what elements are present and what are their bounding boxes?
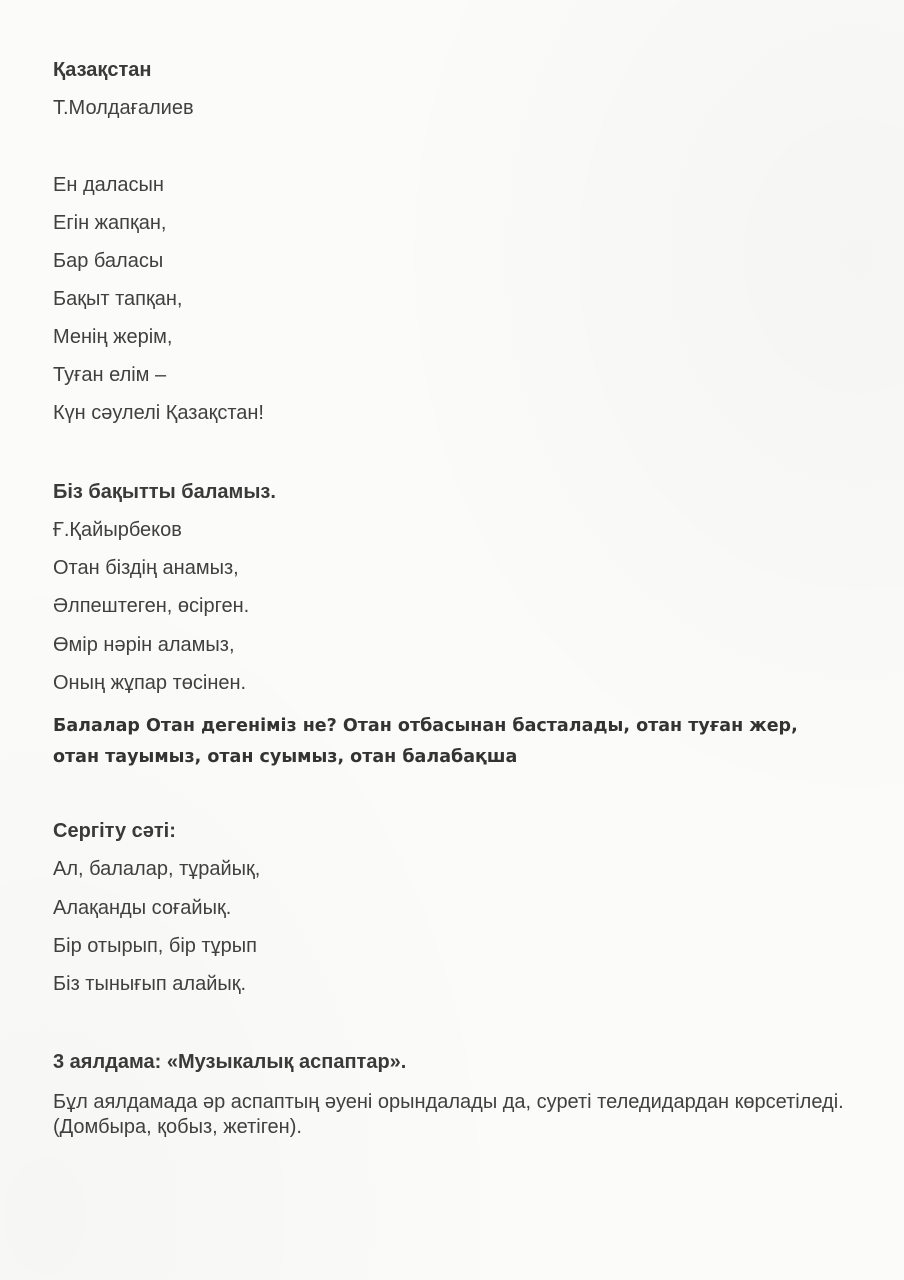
poem-line: Оның жұпар төсінен. bbox=[53, 672, 247, 694]
poem-title: Қазақстан bbox=[53, 59, 152, 81]
exercise-line: Алақанды соғайық. bbox=[53, 897, 232, 919]
paragraph: Бұл аялдамада әр аспаптың әуені орындалады да, суреті теледидардан көрсетіледі. (Домбыра, қобыз, жетіген). bbox=[53, 1091, 844, 1138]
explanation-line: отан тауымыз, отан суымыз, отан балабақша bbox=[53, 747, 518, 767]
exercise-line: Бір отырып, бір тұрып bbox=[53, 935, 257, 957]
poem-line: Күн сәулелі Қазақстан! bbox=[53, 402, 264, 424]
poem-line: Менің жерім, bbox=[53, 326, 173, 348]
section-title: 3 аялдама: «Музыкалық аспаптар». bbox=[53, 1051, 407, 1073]
poem-line: Туған елім – bbox=[53, 364, 167, 386]
section-title: Сергіту сәті: bbox=[53, 820, 176, 842]
poem-line: Өмір нәрін аламыз, bbox=[53, 634, 235, 656]
poem-author: Ғ.Қайырбеков bbox=[53, 519, 182, 541]
poem-line: Отан біздің анамыз, bbox=[53, 557, 239, 579]
poem-line: Бар баласы bbox=[53, 250, 164, 272]
poem-line: Әлпештеген, өсірген. bbox=[53, 595, 250, 617]
explanation-line: Балалар Отан дегеніміз не? Отан отбасынан басталады, отан туған жер, bbox=[53, 716, 798, 736]
poem-title: Біз бақытты баламыз. bbox=[53, 481, 276, 503]
poem-line: Ен даласын bbox=[53, 174, 164, 196]
poem-line: Егін жапқан, bbox=[53, 212, 167, 234]
poem-author: Т.Молдағалиев bbox=[53, 97, 194, 119]
exercise-line: Ал, балалар, тұрайық, bbox=[53, 858, 261, 880]
poem-line: Бақыт тапқан, bbox=[53, 288, 183, 310]
exercise-line: Біз тынығып алайық. bbox=[53, 973, 247, 995]
